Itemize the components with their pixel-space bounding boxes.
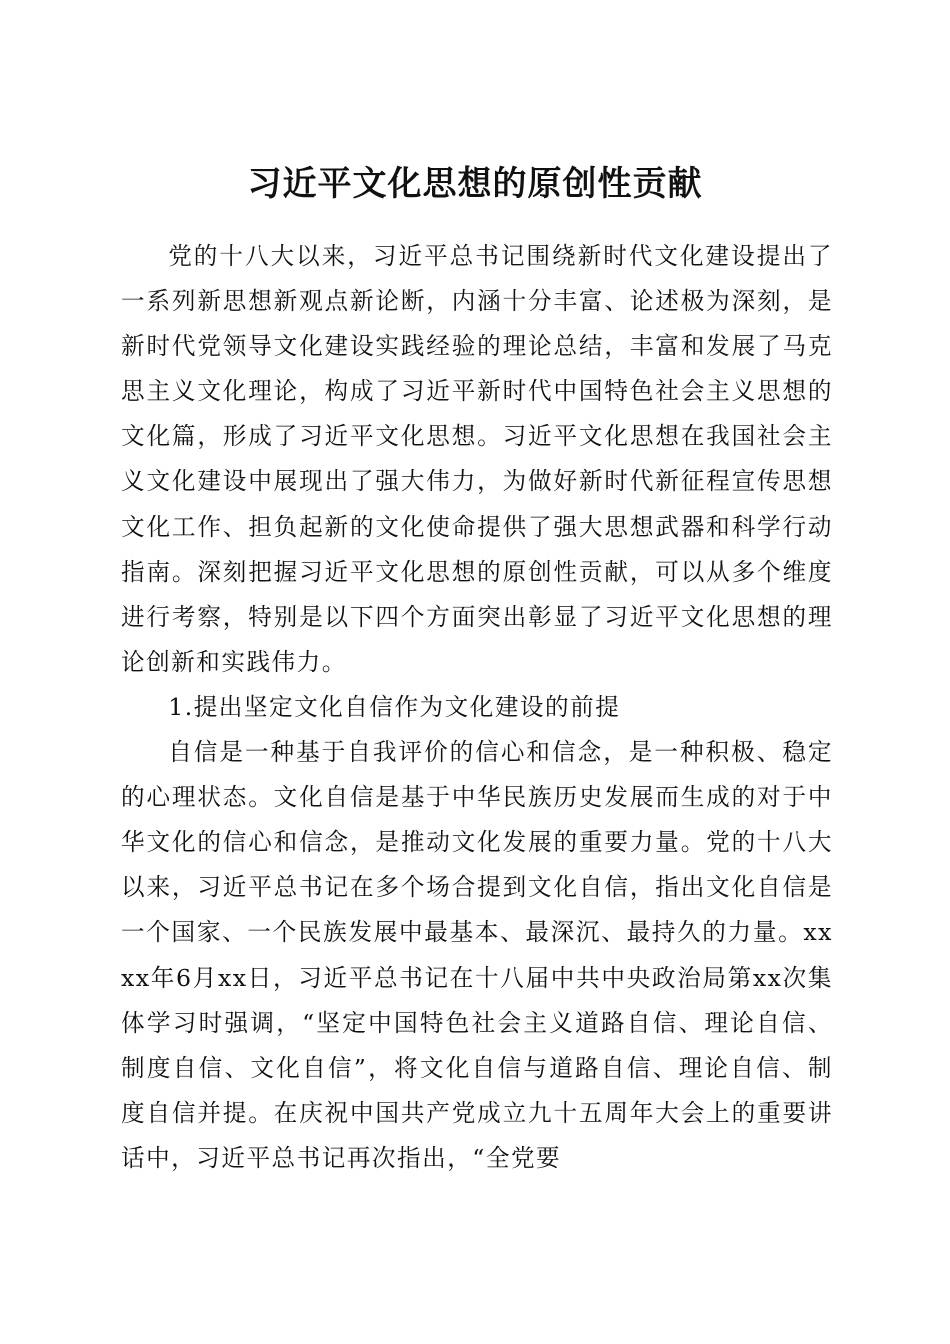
- paragraph-section-1: 自信是一种基于自我评价的信心和信念，是一种积极、稳定的心理状态。文化自信是基于中华民族历史发展而生成的对于中华文化的信心和信念，是推动文化发展的重要力量。党的十八大以来，习近平总书记在多个场合提到文化自信，指出文化自信是一个国家、一个民族发展中最基本、最深沉、最持久的力量。xxxx年6月xx日，习近平总书记在十八届中共中央政治局第xx次集体学习时强调，“坚定中国特色社会主义道路自信、理论自信、制度自信、文化自信”，将文化自信与道路自信、理论自信、制度自信并提。在庆祝中国共产党成立九十五周年大会上的重要讲话中，习近平总书记再次指出，“全党要: [121, 738, 833, 1172]
- paragraph-intro: 党的十八大以来，习近平总书记围绕新时代文化建设提出了一系列新思想新观点新论断，内涵十分丰富、论述极为深刻，是新时代党领导文化建设实践经验的理论总结，丰富和发展了马克思主义文化理论，构成了习近平新时代中国特色社会主义思想的文化篇，形成了习近平文化思想。习近平文化思想在我国社会主义文化建设中展现出了强大伟力，为做好新时代新征程宣传思想文化工作、担负起新的文化使命提供了强大思想武器和科学行动指南。深刻把握习近平文化思想的原创性贡献，可以从多个维度进行考察，特别是以下四个方面突出彰显了习近平文化思想的理论创新和实践伟力。: [121, 242, 833, 676]
- document-body: [121, 234, 833, 1181]
- section-heading-1: 1.提出坚定文化自信作为文化建设的前提: [168, 692, 621, 721]
- document-title: 习近平文化思想的原创性贡献: [247, 163, 703, 204]
